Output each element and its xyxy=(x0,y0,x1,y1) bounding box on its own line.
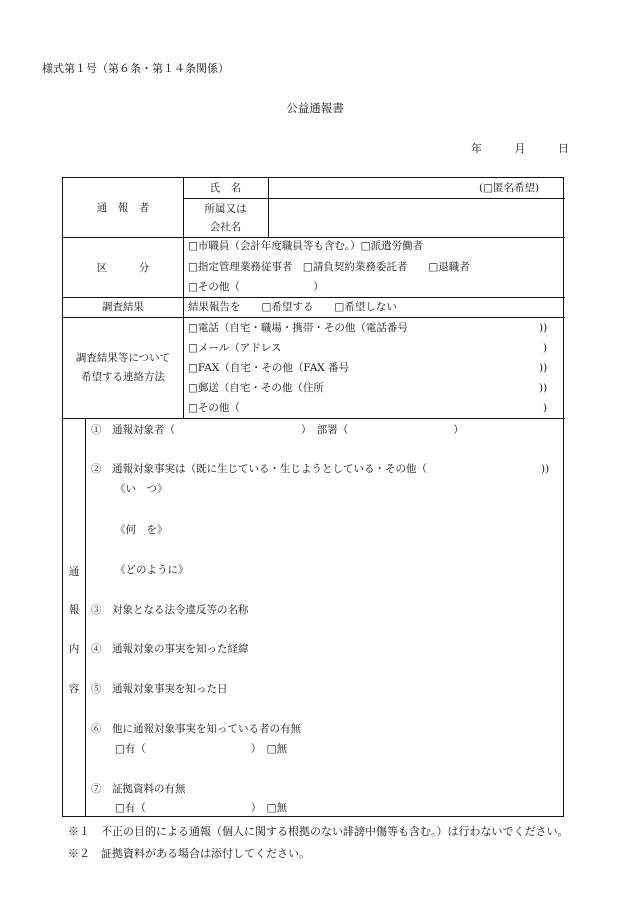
affiliation-label-2: 会社名 xyxy=(209,221,242,233)
date-field[interactable] xyxy=(471,140,569,156)
name-label: 氏 名 xyxy=(209,182,242,194)
note-2: ※２ 証拠資料がある場合は添付してください。 xyxy=(68,847,310,860)
col-divider xyxy=(85,418,86,816)
category-option[interactable]: □指定管理業務従事者 □請負契約業務委託者 □退職者 xyxy=(188,261,470,273)
contact-email-option[interactable]: □メール（アドレス xyxy=(188,342,282,354)
row-divider xyxy=(63,317,565,318)
note-1: ※１ 不正の目的による通報（個人に関する根拠のない誹謗中傷等も含む。）は行わないでください。 xyxy=(68,825,569,838)
item-2-what[interactable]: 《何 を》 xyxy=(115,524,168,536)
item-5-known-date[interactable]: ⑤ 通報対象事実を知った日 xyxy=(91,683,228,695)
contact-close: )) xyxy=(539,382,548,394)
contact-label: 調査結果等について xyxy=(75,352,171,364)
item-3-law-name[interactable]: ③ 対象となる法令違反等の名称 xyxy=(91,604,249,616)
item-2-fact[interactable]: ② 通報対象事実は（既に生じている・生じようとしている・その他（ xyxy=(91,463,427,475)
content-label-char: 容 xyxy=(68,683,80,695)
item-7-evidence: ⑦ 証拠資料の有無 xyxy=(91,783,186,795)
item-6-others-aware: ⑥ 他に通報対象事実を知っている者の有無 xyxy=(91,723,301,735)
item-7-options[interactable]: □有（ ） □無 xyxy=(115,802,288,814)
row-divider xyxy=(63,418,565,419)
contact-close: ) xyxy=(543,342,548,354)
item-1-target-person[interactable]: ① 通報対象者（ ） 部署（ ） xyxy=(91,424,464,436)
content-label-char: 通 xyxy=(68,566,80,578)
content-label-char: 内 xyxy=(68,643,80,655)
contact-close: ) xyxy=(543,402,548,414)
row-divider xyxy=(63,297,565,298)
report-form-table xyxy=(62,177,564,817)
form-id: 様式第１号（第６条・第１４条関係） xyxy=(42,62,229,75)
content-label-char: 報 xyxy=(68,604,80,616)
row-divider xyxy=(63,237,565,238)
contact-fax-option[interactable]: □FAX（自宅・その他（FAX 番号 xyxy=(188,362,350,374)
page-title: 公益通報書 xyxy=(286,101,344,115)
contact-other-option[interactable]: □その他（ xyxy=(188,402,240,414)
contact-mail-option[interactable]: □郵送（自宅・その他（住所 xyxy=(188,382,324,394)
date-year-label: 年 xyxy=(471,142,482,155)
contact-label-2: 希望する連絡方法 xyxy=(81,371,165,383)
item-2-when[interactable]: 《い つ》 xyxy=(115,483,168,495)
category-label: 区 分 xyxy=(96,262,150,274)
contact-close: )) xyxy=(539,322,548,334)
affiliation-field[interactable] xyxy=(269,199,564,236)
investigation-label: 調査結果 xyxy=(102,301,144,313)
category-option[interactable]: □市職員（会計年度職員等も含む。）□派遣労働者 xyxy=(188,240,424,252)
contact-phone-option[interactable]: □電話（自宅・職場・携帯・その他（電話番号 xyxy=(188,322,408,334)
date-month-label: 月 xyxy=(514,142,526,155)
item-2-how[interactable]: 《どのように》 xyxy=(115,564,189,576)
item-2-close: )) xyxy=(541,463,550,475)
item-6-options[interactable]: □有（ ） □無 xyxy=(115,743,288,755)
item-4-background[interactable]: ④ 通報対象の事実を知った経緯 xyxy=(91,643,249,655)
contact-close: )) xyxy=(539,362,548,374)
category-option[interactable]: □その他（ ） xyxy=(188,281,324,293)
investigation-options[interactable]: 結果報告を □希望する □希望しない xyxy=(188,301,397,313)
affiliation-label: 所属又は xyxy=(204,203,247,215)
reporter-label: 通 報 者 xyxy=(96,202,150,214)
anonymous-checkbox[interactable]: (□匿名希望) xyxy=(479,182,540,194)
date-day-label: 日 xyxy=(558,142,569,155)
